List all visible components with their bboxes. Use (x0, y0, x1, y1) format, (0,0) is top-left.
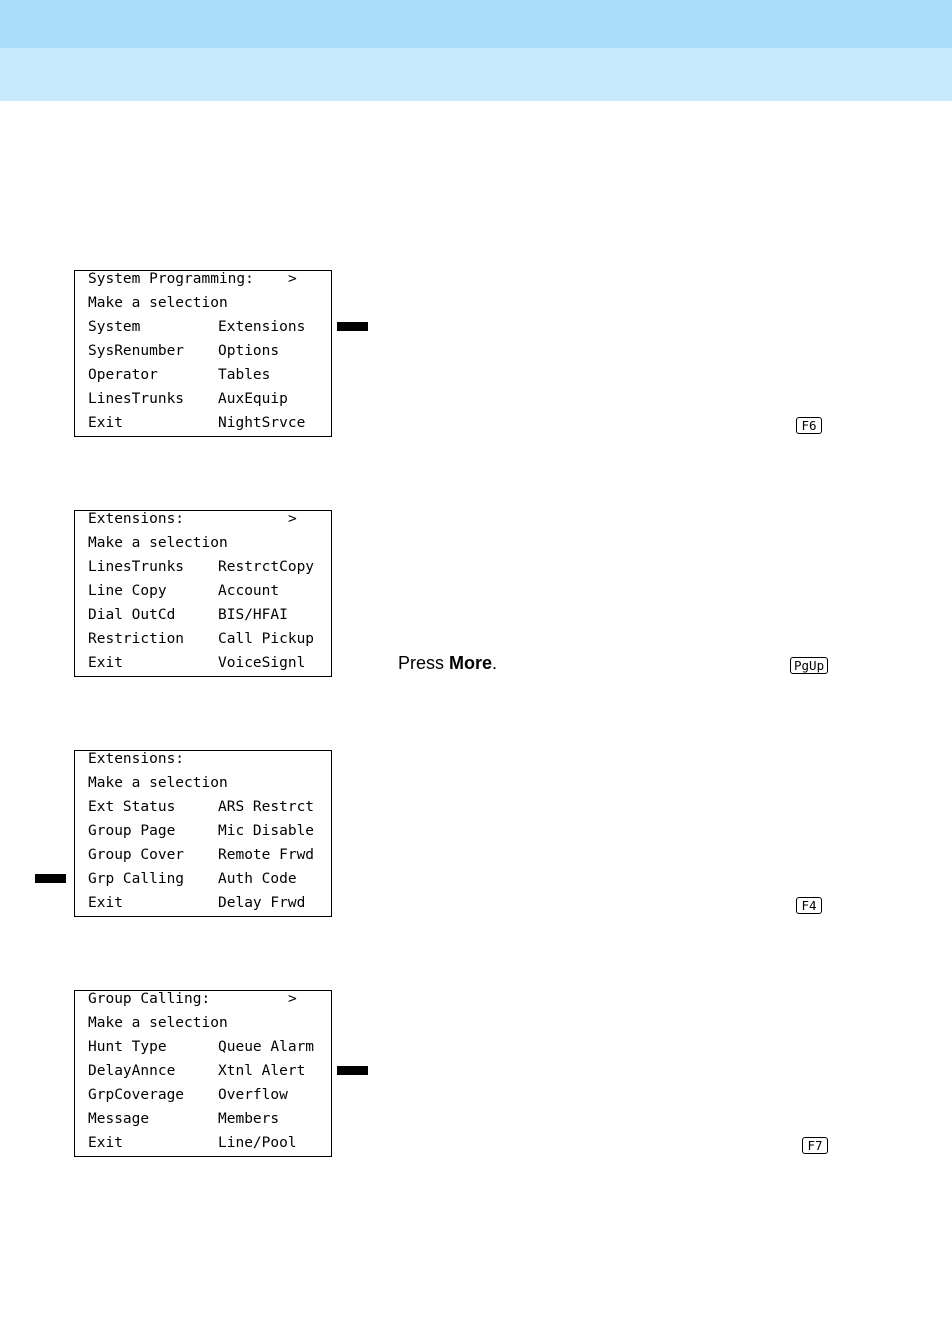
key-f6[interactable]: F6 (796, 417, 822, 434)
more-arrow-indicator: > (288, 511, 297, 527)
menu-option-options[interactable]: Options (218, 343, 280, 359)
menu-option-auth-code[interactable]: Auth Code (218, 871, 297, 887)
screen-title: Extensions: (88, 511, 185, 527)
menu-option-exit[interactable]: Exit (88, 655, 123, 671)
display-screen-group-calling (74, 990, 332, 1157)
menu-option-restriction[interactable]: Restriction (88, 631, 185, 647)
menu-option-account[interactable]: Account (218, 583, 280, 599)
menu-option-members[interactable]: Members (218, 1111, 280, 1127)
display-screen-system-programming (74, 270, 332, 437)
menu-option-delayannce[interactable]: DelayAnnce (88, 1063, 176, 1079)
screen-title: System Programming: (88, 271, 254, 287)
menu-option-delay-frwd[interactable]: Delay Frwd (218, 895, 306, 911)
menu-option-call-pickup[interactable]: Call Pickup (218, 631, 315, 647)
selection-pointer (337, 322, 368, 331)
menu-option-linestrunks[interactable]: LinesTrunks (88, 559, 185, 575)
screen-prompt: Make a selection (88, 535, 228, 551)
instruction-text (398, 653, 497, 674)
header-band-top (0, 0, 952, 48)
selection-pointer (35, 874, 66, 883)
menu-option-overflow[interactable]: Overflow (218, 1087, 288, 1103)
menu-option-message[interactable]: Message (88, 1111, 150, 1127)
selection-pointer (337, 1066, 368, 1075)
menu-option-line-copy[interactable]: Line Copy (88, 583, 167, 599)
menu-option-auxequip[interactable]: AuxEquip (218, 391, 288, 407)
menu-option-restrctcopy[interactable]: RestrctCopy (218, 559, 315, 575)
menu-option-grp-calling[interactable]: Grp Calling (88, 871, 185, 887)
key-f7[interactable]: F7 (802, 1137, 828, 1154)
menu-option-ext-status[interactable]: Ext Status (88, 799, 176, 815)
menu-option-nightsrvce[interactable]: NightSrvce (218, 415, 306, 431)
menu-option-voicesignl[interactable]: VoiceSignl (218, 655, 306, 671)
screen-title: Extensions: (88, 751, 185, 767)
instruction-suffix: . (492, 653, 498, 673)
screen-prompt: Make a selection (88, 1015, 228, 1031)
display-screen-extensions-page-2 (74, 750, 332, 917)
menu-option-system[interactable]: System (88, 319, 141, 335)
menu-option-linestrunks[interactable]: LinesTrunks (88, 391, 185, 407)
menu-option-group-page[interactable]: Group Page (88, 823, 176, 839)
more-arrow-indicator: > (288, 271, 297, 287)
menu-option-exit[interactable]: Exit (88, 415, 123, 431)
more-arrow-indicator: > (288, 991, 297, 1007)
display-screen-extensions (74, 510, 332, 677)
menu-option-tables[interactable]: Tables (218, 367, 271, 383)
instruction-prefix: Press (398, 653, 450, 673)
key-f4[interactable]: F4 (796, 897, 822, 914)
menu-option-remote-frwd[interactable]: Remote Frwd (218, 847, 315, 863)
menu-option-exit[interactable]: Exit (88, 1135, 123, 1151)
menu-option-sysrenumber[interactable]: SysRenumber (88, 343, 185, 359)
menu-option-xtnl-alert[interactable]: Xtnl Alert (218, 1063, 306, 1079)
instruction-more-keyword: More (449, 653, 493, 673)
menu-option-exit[interactable]: Exit (88, 895, 123, 911)
menu-option-extensions[interactable]: Extensions (218, 319, 306, 335)
key-pgup[interactable]: PgUp (790, 657, 828, 674)
menu-option-dial-outcd[interactable]: Dial OutCd (88, 607, 176, 623)
menu-option-ars-restrct[interactable]: ARS Restrct (218, 799, 315, 815)
screen-prompt: Make a selection (88, 295, 228, 311)
screen-title: Group Calling: (88, 991, 211, 1007)
menu-option-group-cover[interactable]: Group Cover (88, 847, 185, 863)
menu-option-operator[interactable]: Operator (88, 367, 158, 383)
screen-prompt: Make a selection (88, 775, 228, 791)
menu-option-queue-alarm[interactable]: Queue Alarm (218, 1039, 315, 1055)
menu-option-grpcoverage[interactable]: GrpCoverage (88, 1087, 185, 1103)
header-band-bottom (0, 48, 952, 101)
menu-option-line-pool[interactable]: Line/Pool (218, 1135, 297, 1151)
menu-option-bis-hfai[interactable]: BIS/HFAI (218, 607, 288, 623)
menu-option-hunt-type[interactable]: Hunt Type (88, 1039, 167, 1055)
menu-option-mic-disable[interactable]: Mic Disable (218, 823, 315, 839)
